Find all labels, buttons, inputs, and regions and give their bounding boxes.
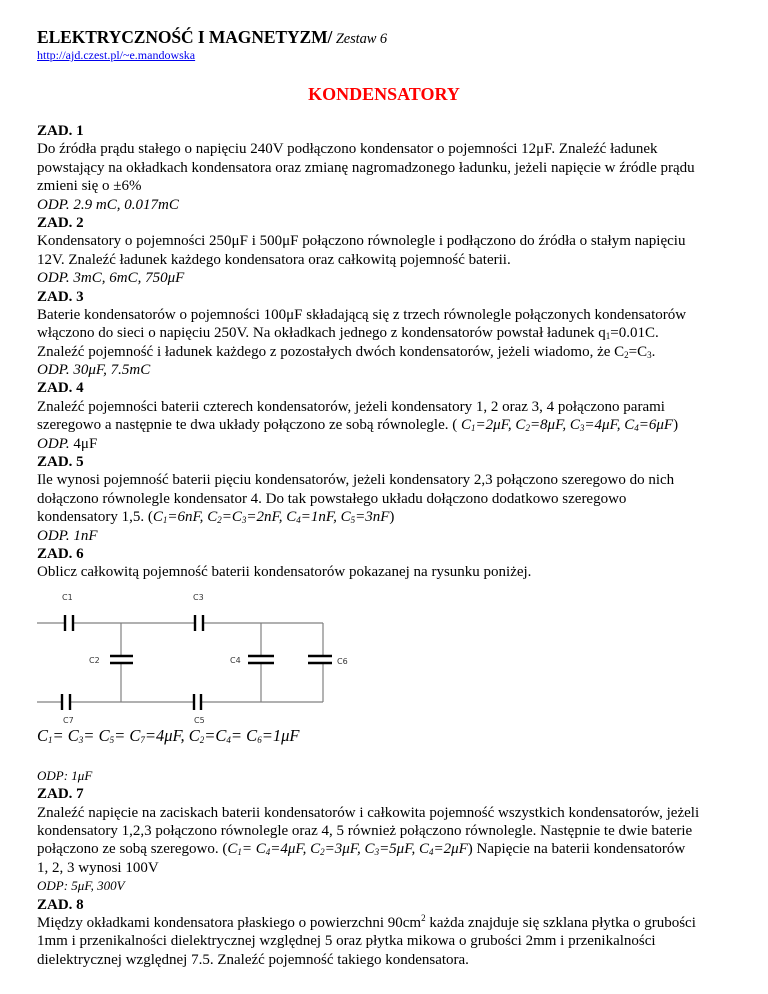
param-symbol: C [286, 509, 297, 526]
param-value: = [204, 725, 216, 745]
problem-1-answer: ODP. 2.9 mC, 0.017mC [37, 196, 179, 213]
text-segment: . [651, 343, 656, 360]
subscript: 2 [199, 734, 205, 745]
answer-prefix: ODP. [37, 435, 74, 452]
problem-5-text-line: dołączono równolegle kondensator 4. Do tak powstałego układu dołączono dodatkowo szeregowo [37, 490, 627, 507]
subscript: 1 [237, 847, 242, 858]
label-c3: C3 [193, 592, 204, 602]
subscript: 2 [624, 349, 629, 360]
subscript: 6 [257, 734, 262, 745]
param-value: = [241, 841, 256, 858]
subscript: 3 [579, 423, 585, 434]
param-symbol: C [152, 509, 163, 526]
subscript: 1 [162, 515, 168, 526]
problem-8-text-line: 1mm i przenikalności dielektrycznej względnej 5 oraz płytka mikowa o grubości 2mm i przenikalności [37, 933, 656, 950]
param-value: = [83, 725, 99, 745]
param-value: =6nF, [167, 509, 208, 526]
text-segment: włączono do sieci o napięciu 250V. Na okładkach jednego z kondensatorów powstał ładunek q [37, 325, 606, 342]
superscript: 2 [421, 912, 426, 923]
subscript: 2 [217, 515, 222, 526]
problem-8-text-line: dielektrycznej względnej 7.5. Znaleźć pojemność takiego kondensatora. [37, 951, 469, 968]
subscript: 4 [634, 423, 639, 434]
param-value: =1μF [261, 725, 300, 745]
param-symbol: C [418, 841, 429, 858]
param-value: = [52, 725, 68, 745]
problem-8-text-line [37, 914, 737, 932]
label-c4: C4 [230, 655, 241, 665]
subscript: 4 [265, 847, 271, 858]
subscript: 3 [647, 349, 652, 360]
subscript: 4 [428, 847, 434, 858]
param-value: =2μF [433, 841, 468, 858]
label-c1: C1 [62, 592, 73, 602]
problem-6-text-line: Oblicz całkowitą pojemność baterii kondensatorów pokazanej na rysunku poniżej. [37, 564, 532, 581]
subscript: 5 [350, 515, 356, 526]
subscript: 2 [525, 423, 530, 434]
param-symbol: C [340, 509, 351, 526]
problem-3-label: ZAD. 3 [37, 288, 84, 305]
param-symbol: C [246, 725, 258, 745]
param-symbol: C [255, 841, 266, 858]
param-list [457, 417, 673, 433]
text-segment: kondensatory 1,5. ( [37, 509, 153, 526]
param-value: = [114, 725, 130, 745]
param-symbol: C [364, 841, 375, 858]
param-symbol: C [207, 509, 218, 526]
param-value: = [230, 725, 247, 745]
text-segment: połączono ze sobą szeregowo. ( [37, 841, 228, 858]
problem-7-label: ZAD. 7 [37, 786, 84, 803]
problem-3-text-line [37, 324, 737, 342]
subscript: 1 [48, 734, 53, 745]
problem-7-answer: ODP: 5μF, 300V [37, 878, 125, 894]
problem-7-text-line: 1, 2, 3 wynosi 100V [37, 859, 159, 876]
problem-1-label: ZAD. 1 [37, 123, 84, 139]
problem-5-text-line [37, 508, 737, 526]
param-list [227, 841, 467, 857]
subscript: 2 [320, 847, 325, 858]
text-segment: =C [628, 343, 648, 360]
title-text: ELEKTRYCZNOŚĆ I MAGNETYZM/ [37, 27, 333, 47]
problem-2-answer: ODP. 3mC, 6mC, 750μF [37, 270, 185, 287]
param-symbol: C [129, 725, 141, 745]
circuit-wires [37, 623, 323, 702]
problem-8-label: ZAD. 8 [37, 896, 84, 913]
subscript: 4 [296, 515, 301, 526]
param-symbol: C [188, 725, 200, 745]
capacitor-labels [62, 593, 348, 724]
problem-2-label: ZAD. 2 [37, 214, 84, 231]
param-symbol: C [227, 841, 238, 858]
problem-list [37, 122, 737, 969]
param-list [153, 509, 390, 525]
param-value: =2nF, [246, 509, 287, 526]
problem-3-answer: ODP. 30μF, 7.5mC [37, 362, 151, 379]
subscript: 5 [109, 734, 115, 745]
problem-3-text-line: Baterie kondensatorów o pojemności 100μF składającą się z trzech równolegle połączonych kondensatorów [37, 306, 687, 323]
subscript: 3 [78, 734, 84, 745]
title-subtitle: Zestaw 6 [332, 31, 387, 47]
param-value: =4μF, [584, 417, 625, 434]
param-symbol: C [67, 725, 79, 745]
param-symbol: C [461, 417, 472, 434]
param-value: =1nF, [300, 509, 341, 526]
author-link[interactable]: http://ajd.czest.pl/~e.mandowska [37, 48, 196, 62]
label-c5: C5 [194, 715, 205, 724]
problem-5-answer: ODP. 1nF [37, 527, 98, 544]
label-c6: C6 [337, 656, 348, 666]
param-symbol: C [37, 725, 49, 745]
param-symbol: C [515, 417, 526, 434]
param-value: =4μF, [144, 725, 189, 745]
text-segment: ) [389, 509, 395, 526]
param-value: =5μF, [379, 841, 419, 858]
text-segment: Znaleźć pojemność i ładunek każdego z pozostałych dwóch kondensatorów, jeżeli wiadomo, że C [37, 343, 625, 360]
param-symbol: C [569, 417, 580, 434]
spacer [37, 748, 737, 767]
text-segment: ) Napięcie na baterii kondensatorów [467, 841, 686, 858]
subscript: 3 [241, 515, 247, 526]
problem-6-capacitor-values [37, 724, 737, 748]
param-symbol: C [310, 841, 321, 858]
text-segment: =0.01C. [610, 325, 659, 342]
param-value: =3nF [355, 509, 390, 526]
problem-7-text-line: kondensatory 1,2,3 połączono równolegle oraz 4, 5 również połączono równolegle. Następnie te dwie baterie [37, 822, 693, 839]
subscript: 4 [226, 734, 231, 745]
problem-2-text-line: 12V. Znaleźć ładunek każdego kondensatora oraz całkowitą pojemność baterii. [37, 251, 511, 268]
answer-value: 4μF [73, 435, 98, 452]
subscript: 1 [605, 331, 611, 342]
param-value: =6μF [638, 417, 674, 434]
problem-1-text-line: Do źródła prądu stałego o napięciu 240V podłączono kondensator o pojemności 12μF. Znaleźć ładunek [37, 141, 658, 158]
problem-3-text-line [37, 343, 737, 361]
document-title [37, 27, 387, 48]
problem-4-text-line: Znaleźć pojemności baterii czterech kondensatorów, jeżeli kondensatory 1, 2 oraz 3, 4 połączono parami [37, 398, 665, 415]
subscript: 3 [374, 847, 380, 858]
label-c7: C7 [63, 715, 74, 724]
problem-7-text-line: Znaleźć napięcie na zaciskach baterii kondensatorów i całkowita pojemność wszystkich kondensatorów, jeżeli [37, 804, 700, 821]
param-symbol: C [215, 725, 227, 745]
label-c2: C2 [89, 655, 100, 665]
problem-4-text-line [37, 416, 737, 434]
problem-4-label: ZAD. 4 [37, 380, 84, 397]
param-value: =C [221, 509, 242, 526]
param-value: =8μF, [529, 417, 570, 434]
param-symbol: C [624, 417, 635, 434]
param-symbol: C [98, 725, 110, 745]
problem-1-text-line: zmieni się o ±6% [37, 178, 142, 195]
param-value: =3μF, [324, 841, 365, 858]
problem-4-answer [37, 435, 737, 453]
problem-7-text-line [37, 840, 737, 858]
text-segment: ) [673, 417, 679, 434]
capacitor-circuit-diagram [37, 584, 377, 722]
circuit-svg [0, 584, 380, 724]
capacitor-plates [62, 615, 332, 710]
problem-2-text-line: Kondensatory o pojemności 250μF i 500μF połączono równolegle i podłączono do źródła o stałym napięciu [37, 233, 686, 250]
text-segment: szeregowo a następnie te dwa układy połączono ze sobą równolegle. ( [37, 417, 458, 434]
text-segment: Między okładkami kondensatora płaskiego o powierzchni 90cm [37, 914, 422, 931]
problem-5-text-line: Ile wynosi pojemność baterii pięciu kondensatorów, jeżeli kondensatory 2,3 połączono szeregowo do nich [37, 472, 675, 489]
subscript: 7 [140, 734, 145, 745]
problem-1-text-line: powstający na okładkach kondensatora oraz zmianę nagromadzonego ładunku, jeżeli napięcie w źródle prądu [37, 159, 695, 176]
text-segment: każda znajduje się szklana płytka o grubości [425, 914, 696, 931]
param-value: =2μF, [475, 417, 516, 434]
problem-5-label: ZAD. 5 [37, 454, 84, 471]
problem-6-label: ZAD. 6 [37, 545, 84, 562]
subscript: 1 [471, 423, 476, 434]
problem-6-answer: ODP: 1μF [37, 767, 93, 783]
section-heading: KONDENSATORY [308, 84, 460, 104]
param-value: =4μF, [270, 841, 311, 858]
